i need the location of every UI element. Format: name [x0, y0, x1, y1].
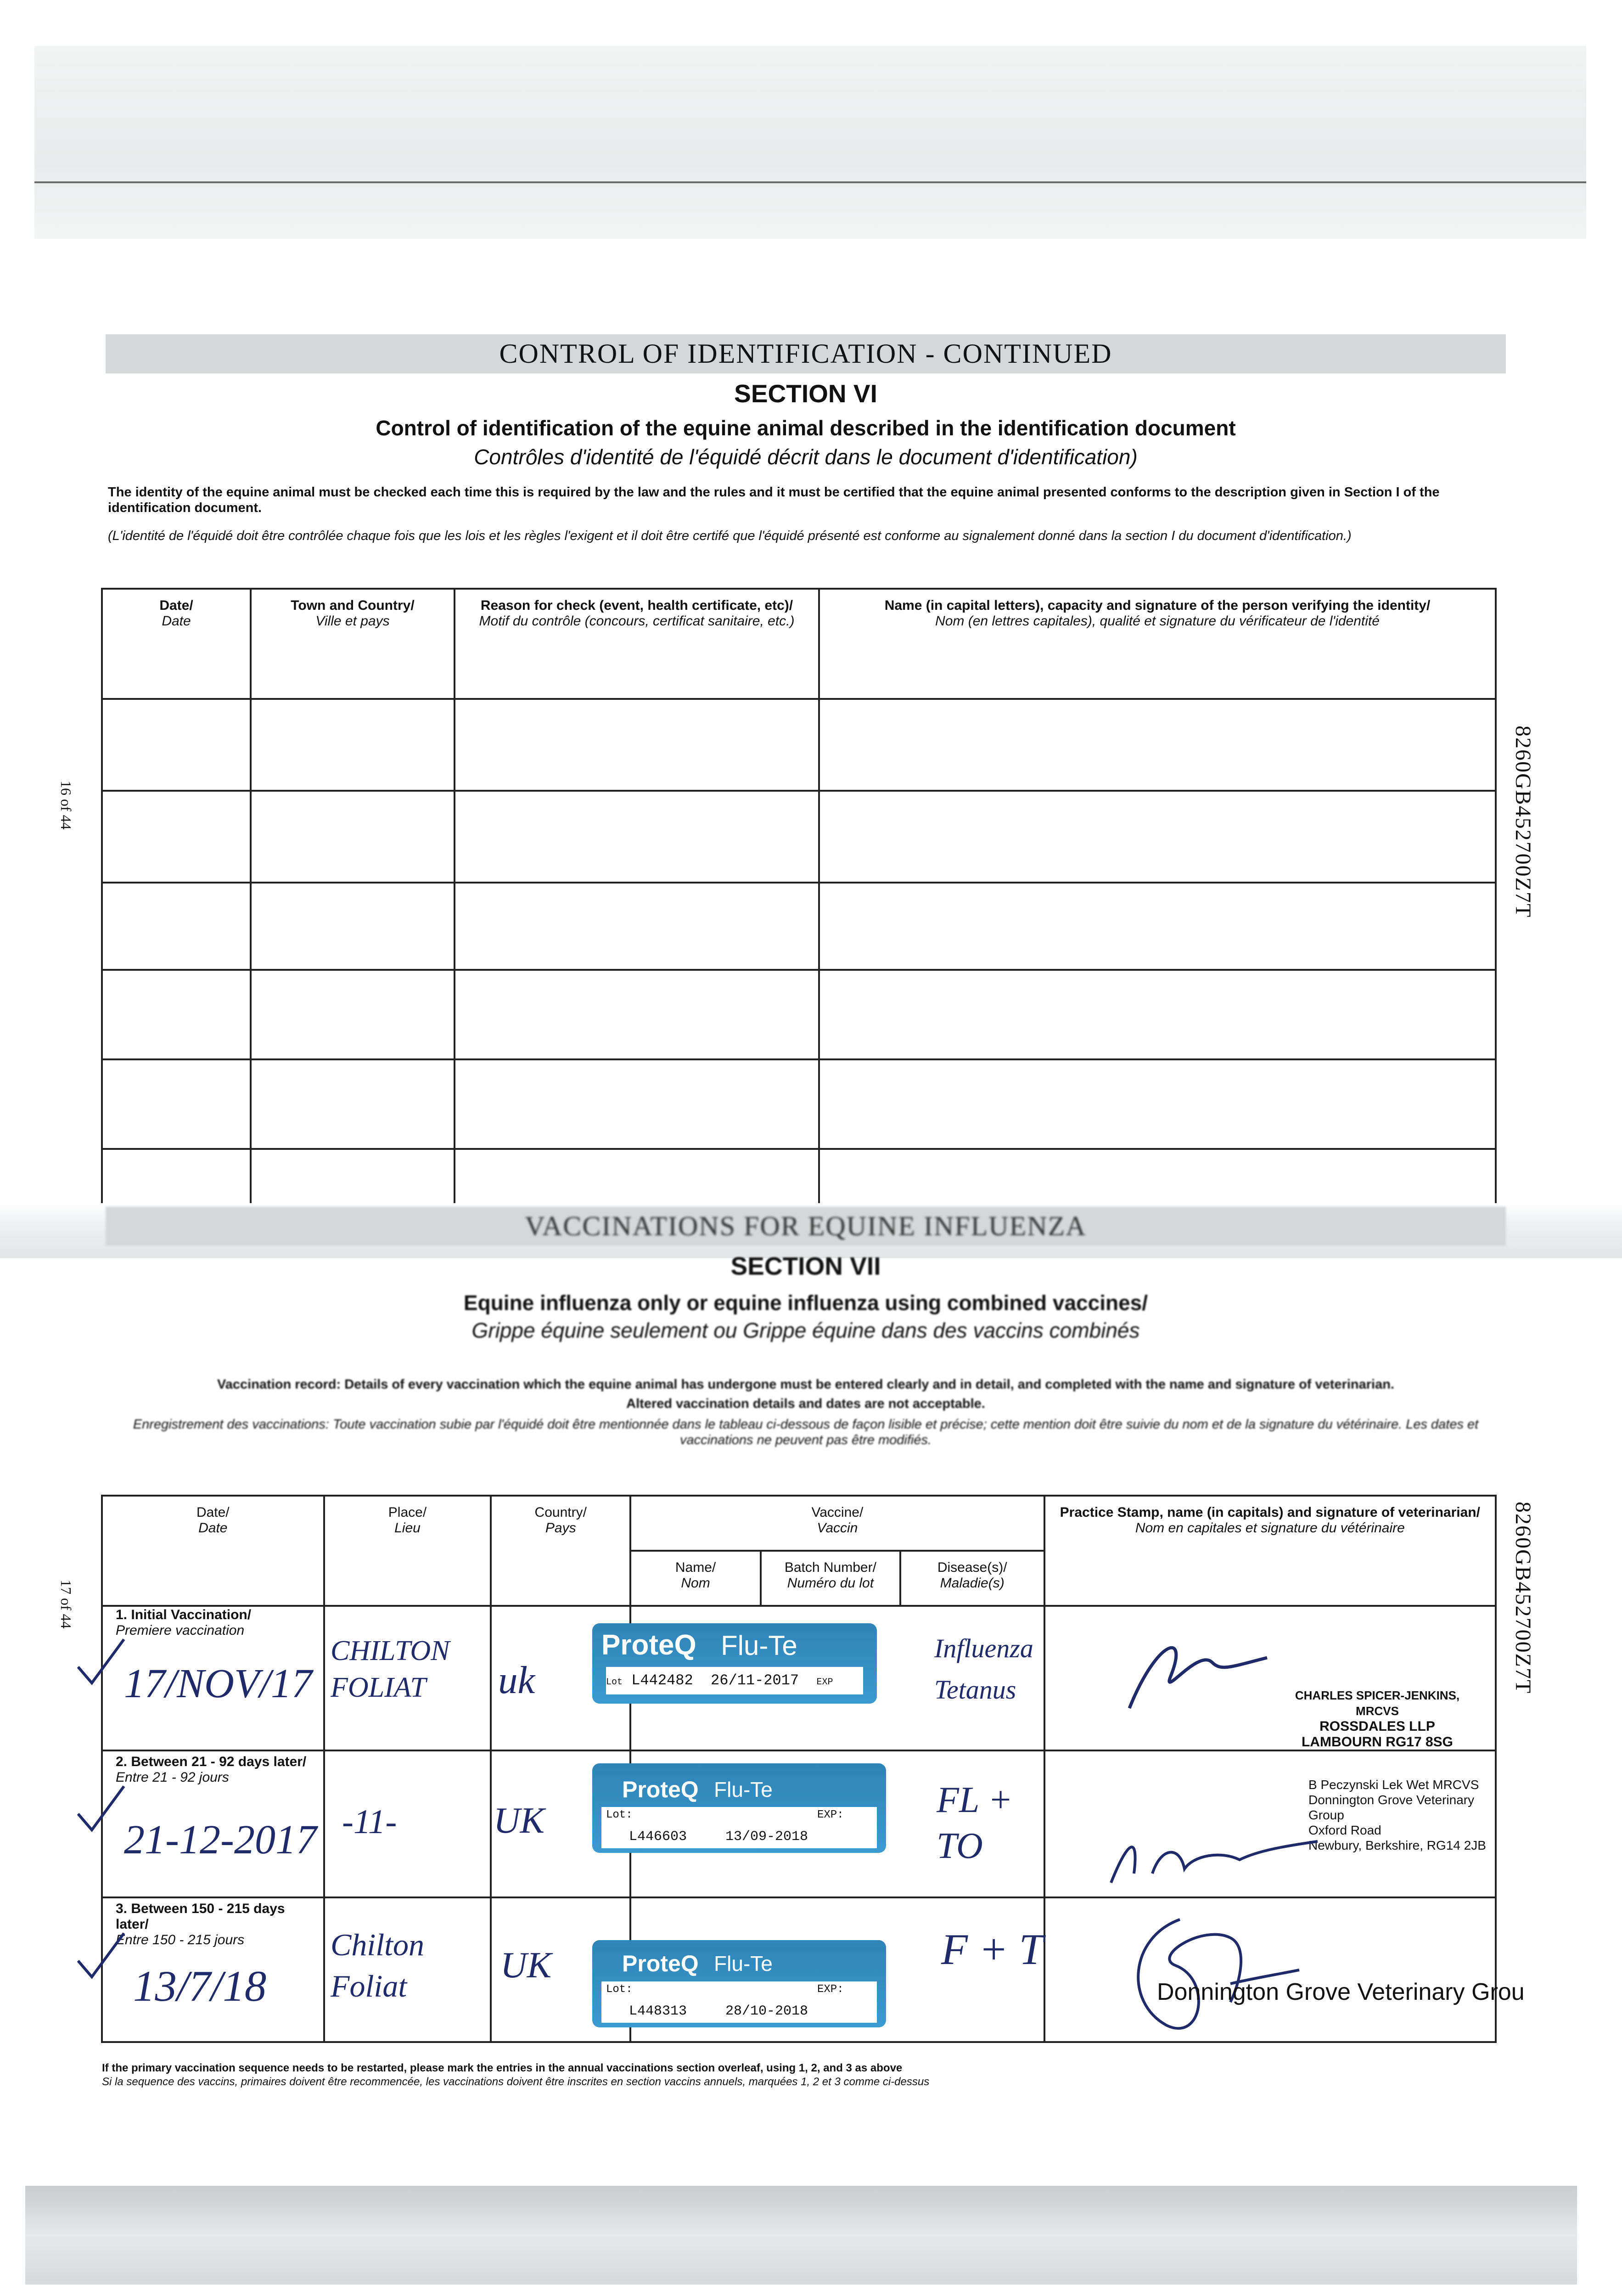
vaccine-2-lot-box: [601, 1807, 877, 1848]
header-verifier: Name (in capital letters), capacity and signature of the person verifying the identity/ Nom (en lettres capitales), qualité et signature du vérificateur de l'identité: [819, 589, 1496, 699]
vacc-1-disease: Influenza Tetanus: [934, 1633, 1033, 1705]
vacc-3-country: UK: [500, 1945, 552, 1986]
checkmark-icon: [73, 1929, 129, 1984]
vacc-3-disease: F + T: [941, 1925, 1044, 1974]
section7-title-fr: Grippe équine seulement ou Grippe équine dans des vaccins combinés: [471, 1318, 1140, 1342]
scan-fold-line: [34, 181, 1586, 183]
vet-stamp-2: B Peczynski Lek Wet MRCVS Donnington Grove Veterinary Group Oxford Road Newbury, Berkshire, RG14 2JB: [1308, 1778, 1486, 1852]
section6-note-fr: (L'identité de l'équidé doit être contrôlée chaque fois que les lois et les règles l'exigent et il doit être certifé que l'équidé présenté est conforme au signalement donné dans la section I du document d'identification.): [108, 529, 1352, 543]
vaccine-label-1: [592, 1623, 877, 1704]
vaccine-1-lot-box: [606, 1667, 863, 1694]
identity-check-row[interactable]: [102, 883, 1496, 970]
vaccine-3-exp-label: EXP:: [817, 1983, 844, 1996]
section7-title-en: Equine influenza only or equine influenza using combined vaccines/: [463, 1291, 1148, 1315]
vacc-1-date: 17/NOV/17: [124, 1661, 313, 1706]
header-town-country: Town and Country/ Ville et pays: [251, 589, 455, 699]
section7-note-fr: Enregistrement des vaccinations: Toute vaccination subie par l'équidé doit être mentionnée dans le tableau ci-dessous de façon lisible et précise; cette mention doit être suivie du nom et de la signature du vétérinaire. Les dates et vaccinations ne peuvent pas être modifiés.: [133, 1417, 1479, 1447]
vet-stamp-3: Donnington Grove Veterinary Grou: [1157, 1979, 1525, 2005]
vaccine-3-product: Flu-Te: [714, 1952, 773, 1975]
row2-label: 2. Between 21 - 92 days later/ Entre 21 - 92 jours: [116, 1754, 307, 1785]
identity-check-row[interactable]: [102, 1059, 1496, 1149]
vaccine-3-exp: 28/10-2018: [725, 2003, 808, 2019]
header-date: Date/ Date: [102, 589, 251, 699]
section6-title-en: Control of identification of the equine animal described in the identification document: [376, 416, 1236, 440]
section7-note-en1: Vaccination record: Details of every vaccination which the equine animal has undergone must be entered clearly and in detail, and completed with the name and signature of veterinarian.: [217, 1377, 1394, 1392]
row1-label: 1. Initial Vaccination/ Premiere vaccination: [116, 1607, 252, 1638]
header-reason: Reason for check (event, health certificate, etc)/ Motif du contrôle (concours, certificat sanitaire, etc.): [455, 589, 819, 699]
vaccination-header-row-1: [102, 1496, 1496, 1551]
vaccine-label-3: [592, 1940, 886, 2027]
side-code-lower: 8260GB452700Z7T: [1511, 1502, 1535, 1694]
vaccine-3-lot-label: Lot:: [606, 1983, 633, 1996]
vaccine-3-lot-box: [601, 1981, 877, 2023]
header-vaccine: Vaccine/ Vaccin: [630, 1496, 1044, 1551]
header-stamp: Practice Stamp, name (in capitals) and signature of veterinarian/ Nom en capitales et signature du vétérinaire: [1044, 1496, 1496, 1606]
scan-shadow-top: [34, 46, 1586, 239]
vaccine-3-lot: L448313: [629, 2003, 687, 2019]
footer-note-fr: Si la sequence des vaccins, primaires doivent être recommencée, les vaccinations doivent être inscrites en section vaccins annuels, marquées 1, 2 et 3 comme ci-dessus: [102, 2076, 930, 2088]
checkmark-icon: [73, 1635, 129, 1690]
footer-note-en: If the primary vaccination sequence needs to be restarted, please mark the entries in the annual vaccinations section overleaf, using 1, 2, and 3 as above: [102, 2062, 903, 2074]
vacc-2-place: -11-: [342, 1803, 397, 1841]
vet-stamp-1: CHARLES SPICER-JENKINS, MRCVS ROSSDALES LLP LAMBOURN RG17 8SG: [1295, 1688, 1460, 1750]
vaccine-2-lot-label: Lot:: [606, 1809, 633, 1821]
identity-check-row[interactable]: [102, 699, 1496, 791]
section6-heading: SECTION VI: [734, 379, 877, 408]
vacc-3-place: Chilton Foliat: [331, 1927, 425, 2003]
section6-title-fr: Contrôles d'identité de l'équidé décrit dans le document d'identification): [474, 445, 1138, 469]
vaccine-2-lot: L446603: [629, 1829, 687, 1845]
identity-check-row[interactable]: [102, 1149, 1496, 1204]
identity-check-row[interactable]: [102, 791, 1496, 883]
vet-signature-3: [1111, 1910, 1304, 2043]
page-number-upper: 16 of 44: [58, 781, 74, 830]
header-place: Place/ Lieu: [324, 1496, 491, 1606]
side-code-upper: 8260GB452700Z7T: [1511, 726, 1535, 918]
vacc-1-place: CHILTON FOLIAT: [331, 1635, 450, 1703]
section7-heading: SECTION VII: [730, 1252, 881, 1280]
vaccine-1-brand: ProteQ: [601, 1629, 696, 1661]
vacc-1-country: uk: [498, 1659, 535, 1702]
vaccine-1-lot-label: Lot: [606, 1677, 623, 1688]
identity-check-table: [101, 588, 1497, 1205]
header-disease: Disease(s)/ Maladie(s): [900, 1551, 1044, 1606]
row3-label: 3. Between 150 - 215 days later/ Entre 150 - 215 jours: [116, 1901, 285, 1947]
vacc-3-date: 13/7/18: [133, 1962, 267, 2010]
vacc-2-disease: FL + TO: [937, 1780, 1013, 1866]
vaccine-2-exp: 13/09-2018: [725, 1829, 808, 1845]
header-batch: Batch Number/ Numéro du lot: [761, 1551, 900, 1606]
vaccine-2-exp-label: EXP:: [817, 1809, 844, 1821]
vacc-2-country: UK: [494, 1801, 545, 1841]
section7-note-en2: Altered vaccination details and dates are not acceptable.: [626, 1396, 985, 1411]
header-country: Country/ Pays: [491, 1496, 630, 1606]
vaccine-1-product: Flu-Te: [721, 1630, 797, 1661]
header-vname: Name/ Nom: [630, 1551, 761, 1606]
section6-note-en: The identity of the equine animal must be checked each time this is required by the law and the rules and it must be certified that the equine animal presented conforms to the description given in Section I of the identification document.: [108, 485, 1440, 515]
vaccine-3-brand: ProteQ: [622, 1951, 699, 1976]
vet-signature-2: [1102, 1818, 1322, 1892]
vaccine-1-exp-label: EXP: [816, 1677, 833, 1688]
checkmark-icon: [73, 1782, 129, 1837]
page-number-lower: 17 of 44: [58, 1580, 74, 1629]
vaccine-2-brand: ProteQ: [622, 1777, 699, 1802]
section7-banner: VACCINATIONS FOR EQUINE INFLUENZA: [106, 1207, 1506, 1246]
vaccine-1-lot: L442482: [631, 1672, 693, 1689]
vaccine-label-2: [592, 1763, 886, 1853]
header-vdate: Date/ Date: [102, 1496, 324, 1606]
identity-check-header-row: [102, 589, 1496, 699]
vaccine-2-product: Flu-Te: [714, 1778, 773, 1801]
vaccine-1-exp: 26/11-2017: [711, 1672, 799, 1689]
scan-shadow-bottom: [25, 2186, 1577, 2285]
vet-signature-1: [1120, 1621, 1272, 1727]
identity-check-row[interactable]: [102, 970, 1496, 1059]
vacc-2-date: 21-12-2017: [124, 1817, 317, 1863]
section6-banner: CONTROL OF IDENTIFICATION - CONTINUED: [106, 334, 1506, 373]
